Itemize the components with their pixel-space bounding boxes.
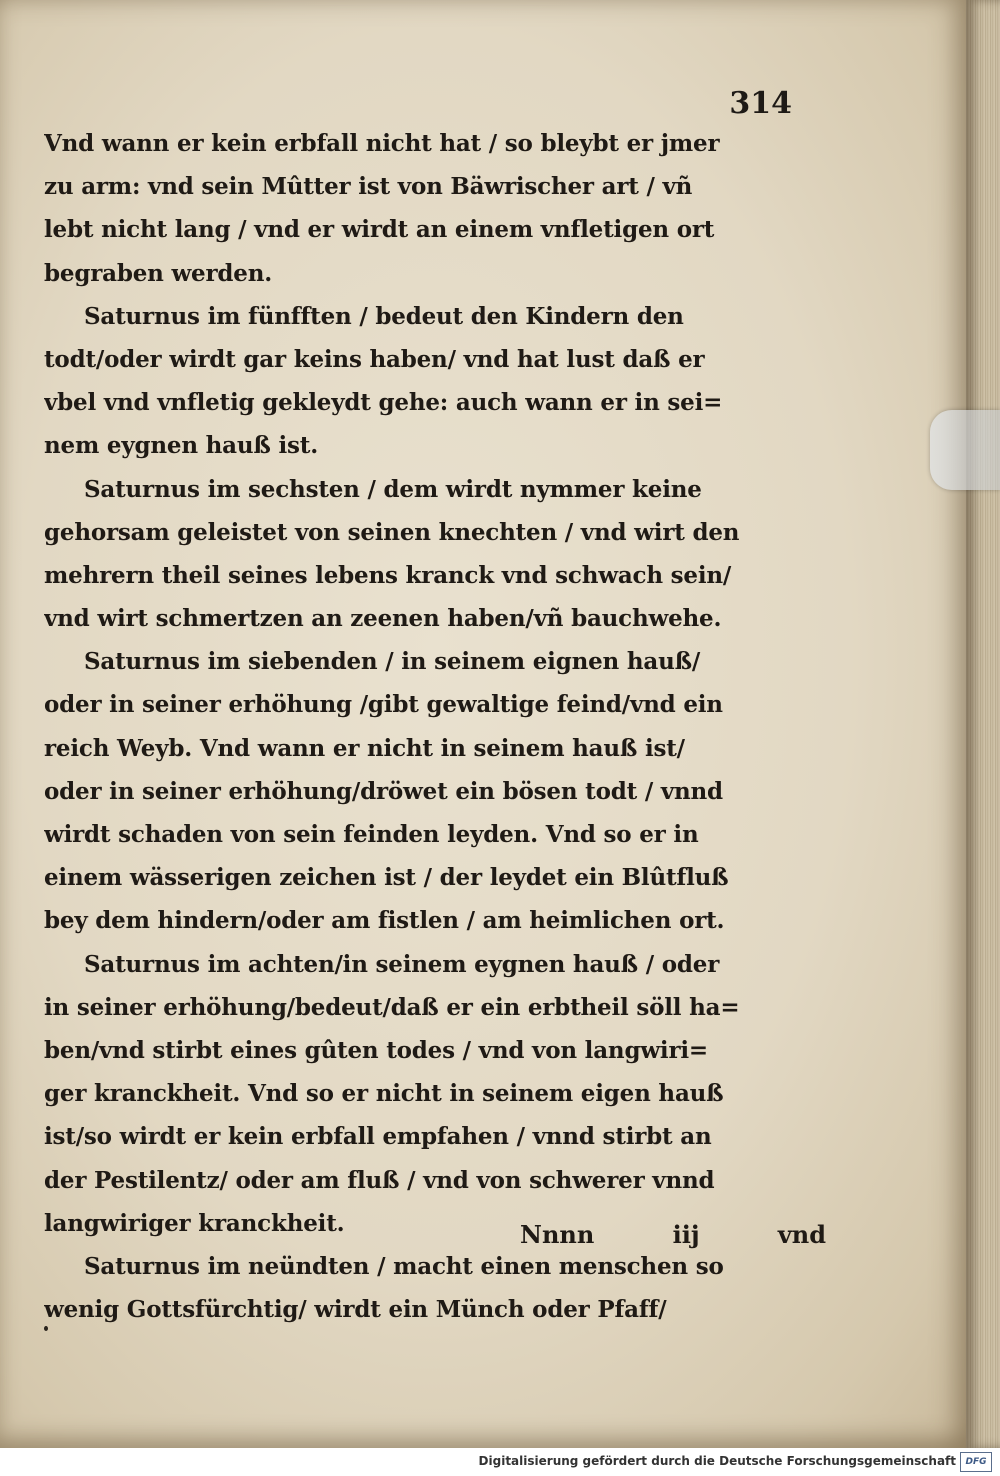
funding-notice: Digitalisierung gefördert durch die Deutsche Forschungsgemeinschaft	[478, 1454, 956, 1468]
text-line: ist/so wirdt er kein erbfall empfahen / vnnd stirbt an	[44, 1123, 712, 1151]
text-line: Saturnus im siebenden / in seinem eignen hauß/	[84, 648, 701, 676]
text-line: wenig Gottsfürchtig/ wirdt ein Münch oder Pfaff/	[44, 1296, 667, 1324]
text-line: Saturnus im achten/in seinem eygnen hauß / oder	[84, 950, 720, 978]
text-line: Saturnus im fünfften / bedeut den Kindern den	[84, 302, 684, 330]
catchline	[520, 1220, 826, 1249]
text-line: lebt nicht lang / vnd er wirdt an einem vnfletigen ort	[44, 216, 715, 244]
text-line: Saturnus im neündten / macht einen menschen so	[84, 1252, 724, 1280]
text-line: langwiriger kranckheit.	[44, 1209, 345, 1237]
text-line: gehorsam geleistet von seinen knechten / vnd wirt den	[44, 518, 740, 546]
text-line: vnd wirt schmertzen an zeenen haben/vñ bauchwehe.	[44, 605, 722, 633]
body-text	[44, 122, 830, 1331]
signature-number: iij	[672, 1220, 700, 1249]
text-line: einem wässerigen zeichen ist / der leydet ein Blûtfluß	[44, 864, 729, 892]
signature-mark: Nnnn	[520, 1220, 595, 1249]
text-line: begraben werden.	[44, 259, 273, 287]
footer-bar	[0, 1448, 1000, 1476]
text-line: zu arm: vnd sein Mûtter ist von Bäwrischer art / vñ	[44, 173, 693, 201]
text-line: vbel vnd vnfletig gekleydt gehe: auch wann er in sei=	[44, 389, 723, 417]
dfg-logo: DFG	[960, 1452, 992, 1472]
text-line: nem eygnen hauß ist.	[44, 432, 319, 460]
text-line: Vnd wann er kein erbfall nicht hat / so bleybt er jmer	[44, 130, 720, 157]
text-line: Saturnus im sechsten / dem wirdt nymmer keine	[84, 475, 702, 503]
text-line: todt/oder wirdt gar keins haben/ vnd hat lust daß er	[44, 345, 705, 373]
page-clip	[930, 410, 1000, 490]
text-line: oder in seiner erhöhung/dröwet ein bösen todt / vnnd	[44, 777, 723, 805]
text-line: mehrern theil seines lebens kranck vnd schwach sein/	[44, 561, 732, 589]
text-line: oder in seiner erhöhung /gibt gewaltige feind/vnd ein	[44, 691, 723, 719]
text-line: wirdt schaden von sein feinden leyden. Vnd so er in	[44, 821, 699, 848]
page-number: 314	[729, 86, 792, 121]
text-line: ben/vnd stirbt eines gûten todes / vnd von langwiri=	[44, 1036, 708, 1064]
text-line: der Pestilentz/ oder am fluß / vnd von schwerer vnnd	[44, 1166, 715, 1194]
text-line: in seiner erhöhung/bedeut/daß er ein erbtheil söll ha=	[44, 993, 740, 1021]
text-line: ger kranckheit. Vnd so er nicht in seinem eigen hauß	[44, 1080, 724, 1108]
ink-speck	[44, 1326, 48, 1331]
text-line: bey dem hindern/oder am fistlen / am heimlichen ort.	[44, 907, 725, 935]
page-edge	[966, 0, 1000, 1448]
catchword: vnd	[777, 1220, 826, 1249]
text-line: reich Weyb. Vnd wann er nicht in seinem hauß ist/	[44, 734, 685, 762]
